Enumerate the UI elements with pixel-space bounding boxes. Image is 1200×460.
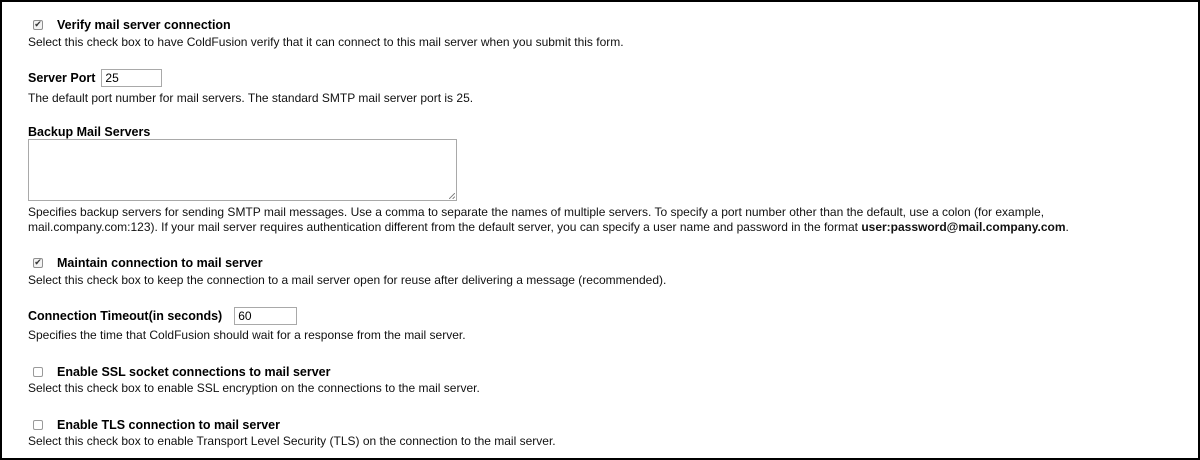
timeout-row [28, 307, 1178, 325]
server-port-description: The default port number for mail servers. The standard SMTP mail server port is 25. [28, 91, 474, 105]
maintain-connection-label: Maintain connection to mail server [57, 256, 263, 270]
backup-desc-format-example: user:password@mail.company.com [861, 220, 1066, 234]
ssl-description: Select this check box to enable SSL encryption on the connections to the mail server. [28, 381, 480, 395]
server-port-row [28, 69, 1178, 87]
verify-connection-label: Verify mail server connection [57, 18, 231, 32]
tls-label: Enable TLS connection to mail server [57, 418, 280, 432]
timeout-input[interactable] [234, 307, 297, 325]
ssl-row [28, 364, 1178, 380]
server-port-label: Server Port [28, 71, 96, 85]
timeout-label: Connection Timeout(in seconds) [28, 309, 223, 323]
ssl-checkbox[interactable] [33, 367, 43, 377]
backup-servers-label: Backup Mail Servers [28, 125, 151, 139]
backup-servers-description-line2 [28, 220, 1178, 235]
backup-servers-description-line1: Specifies backup servers for sending SMTP mail messages. Use a comma to separate the names of multiple servers. To specify a port number other than the default, use a colon (for example, [28, 205, 1045, 219]
backup-desc-suffix: . [1065, 220, 1069, 234]
tls-row [28, 417, 1178, 433]
tls-description: Select this check box to enable Transport Level Security (TLS) on the connection to the mail server. [28, 434, 556, 448]
verify-connection-row [28, 17, 1178, 33]
timeout-description: Specifies the time that ColdFusion should wait for a response from the mail server. [28, 328, 466, 342]
resize-grip-icon[interactable] [449, 193, 455, 199]
backup-servers-textarea[interactable] [28, 139, 457, 201]
backup-servers-description [28, 205, 1178, 235]
backup-desc-prefix: mail.company.com:123). If your mail server requires authentication different from the default server, you can specify a user name and password in the format [28, 220, 858, 234]
verify-connection-description: Select this check box to have ColdFusion verify that it can connect to this mail server when you submit this form. [28, 35, 624, 49]
tls-checkbox[interactable] [33, 420, 43, 430]
ssl-label: Enable SSL socket connections to mail server [57, 365, 331, 379]
maintain-connection-checkbox[interactable]: ✔ [34, 258, 42, 268]
verify-connection-checkbox[interactable]: ✔ [34, 20, 42, 30]
server-port-input[interactable] [101, 69, 162, 87]
maintain-connection-row [28, 255, 1178, 271]
maintain-connection-description: Select this check box to keep the connection to a mail server open for reuse after delivering a message (recommended). [28, 273, 667, 287]
